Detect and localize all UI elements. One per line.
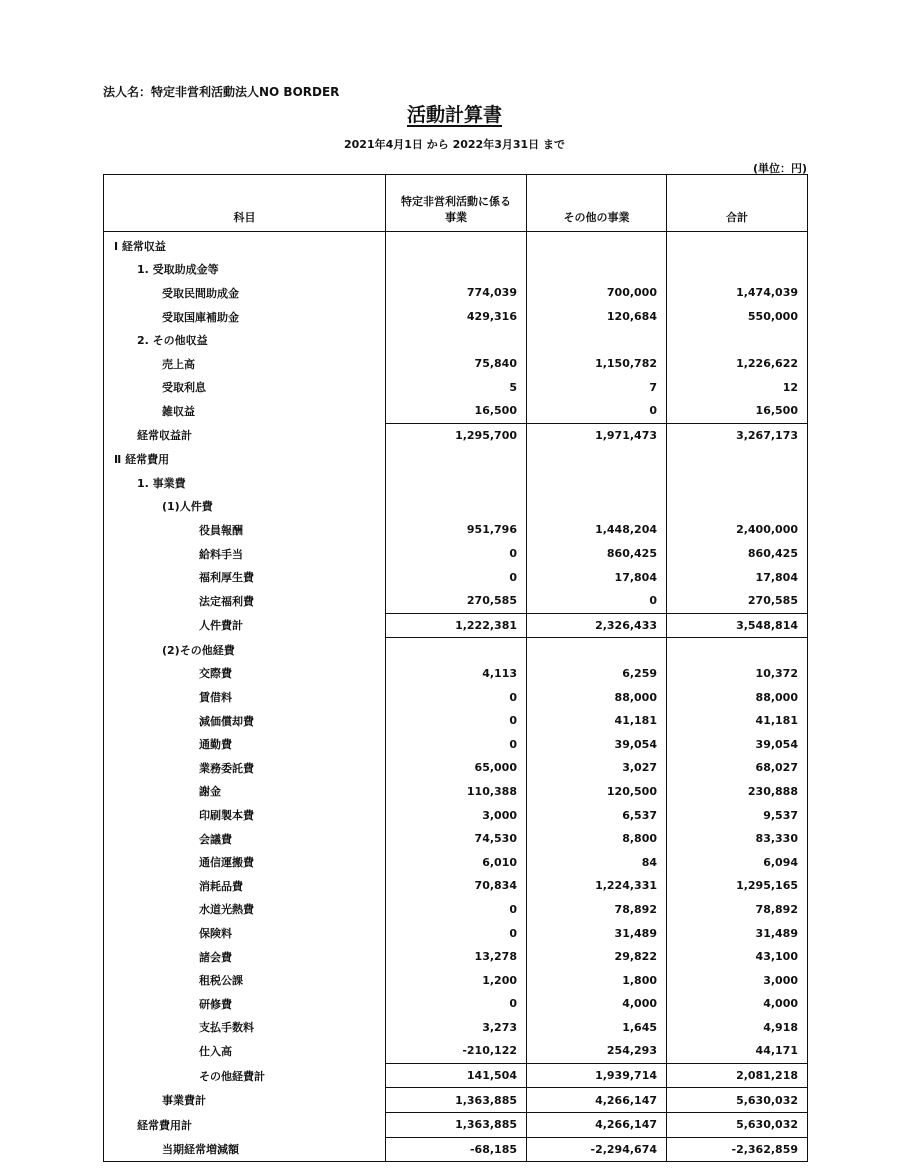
cell-other-business <box>527 495 667 519</box>
cell-total: 41,181 <box>667 709 808 733</box>
table-row <box>104 827 808 851</box>
cell-total: 1,226,622 <box>667 352 808 376</box>
row-label: 1. 事業費 <box>104 471 386 495</box>
row-label: 租税公課 <box>104 968 386 992</box>
table-row <box>104 1088 808 1113</box>
table-row <box>104 305 808 329</box>
cell-main-business: 110,388 <box>386 780 527 804</box>
header-other-business: その他の事業 <box>527 175 667 232</box>
table-row <box>104 352 808 376</box>
header-total: 合計 <box>667 175 808 232</box>
cell-main-business: 141,504 <box>386 1063 527 1088</box>
table-row <box>104 709 808 733</box>
cell-total: 3,000 <box>667 968 808 992</box>
cell-other-business: 0 <box>527 589 667 613</box>
document-title: 活動計算書 <box>406 104 502 126</box>
cell-main-business: 1,363,885 <box>386 1112 527 1137</box>
cell-main-business: 1,295,700 <box>386 423 527 447</box>
table-row <box>104 589 808 613</box>
table-row <box>104 518 808 542</box>
row-label: 役員報酬 <box>104 518 386 542</box>
cell-other-business: 4,000 <box>527 992 667 1016</box>
table-row <box>104 1137 808 1162</box>
table-header-row <box>104 175 808 232</box>
cell-main-business: 3,273 <box>386 1016 527 1040</box>
row-label: 研修費 <box>104 992 386 1016</box>
row-label: 事業費計 <box>104 1088 386 1113</box>
header-main-business <box>386 175 527 232</box>
cell-other-business: 31,489 <box>527 921 667 945</box>
cell-total: 10,372 <box>667 662 808 686</box>
table-row <box>104 376 808 400</box>
table-row <box>104 1039 808 1063</box>
cell-main-business <box>386 232 527 258</box>
row-label: (1)人件費 <box>104 495 386 519</box>
cell-total: 230,888 <box>667 780 808 804</box>
cell-total <box>667 471 808 495</box>
cell-other-business: -2,294,674 <box>527 1137 667 1162</box>
cell-other-business: 29,822 <box>527 945 667 969</box>
table-row <box>104 1063 808 1088</box>
cell-other-business <box>527 638 667 662</box>
fiscal-period: 2021年4月1日 から 2022年3月31日 まで <box>344 138 565 151</box>
cell-total: 78,892 <box>667 898 808 922</box>
cell-main-business: 0 <box>386 565 527 589</box>
cell-other-business: 84 <box>527 850 667 874</box>
cell-main-business: 13,278 <box>386 945 527 969</box>
cell-total: 4,918 <box>667 1016 808 1040</box>
cell-other-business: 120,500 <box>527 780 667 804</box>
cell-main-business: 0 <box>386 921 527 945</box>
table-row <box>104 423 808 447</box>
row-label: 支払手数料 <box>104 1016 386 1040</box>
cell-other-business <box>527 328 667 352</box>
table-row <box>104 1112 808 1137</box>
row-label: 受取国庫補助金 <box>104 305 386 329</box>
cell-main-business <box>386 495 527 519</box>
cell-total <box>667 495 808 519</box>
document-title-wrapper <box>0 100 909 127</box>
cell-other-business: 2,326,433 <box>527 613 667 638</box>
cell-other-business: 700,000 <box>527 281 667 305</box>
cell-other-business: 88,000 <box>527 685 667 709</box>
cell-main-business: 74,530 <box>386 827 527 851</box>
cell-other-business: 6,259 <box>527 662 667 686</box>
cell-main-business: 951,796 <box>386 518 527 542</box>
cell-total: 16,500 <box>667 399 808 423</box>
cell-main-business: 75,840 <box>386 352 527 376</box>
row-label: 消耗品費 <box>104 874 386 898</box>
table-row <box>104 968 808 992</box>
row-label: 謝金 <box>104 780 386 804</box>
row-label: 法定福利費 <box>104 589 386 613</box>
cell-total: 44,171 <box>667 1039 808 1063</box>
cell-main-business: 1,222,381 <box>386 613 527 638</box>
cell-other-business: 39,054 <box>527 732 667 756</box>
cell-total: -2,362,859 <box>667 1137 808 1162</box>
row-label: 受取利息 <box>104 376 386 400</box>
table-row <box>104 638 808 662</box>
row-label: 減価償却費 <box>104 709 386 733</box>
table-row <box>104 281 808 305</box>
table-row <box>104 662 808 686</box>
header-subject: 科目 <box>104 175 386 232</box>
cell-other-business: 120,684 <box>527 305 667 329</box>
table-row <box>104 732 808 756</box>
cell-other-business <box>527 447 667 471</box>
cell-other-business: 78,892 <box>527 898 667 922</box>
cell-total: 1,295,165 <box>667 874 808 898</box>
cell-total: 6,094 <box>667 850 808 874</box>
table-row <box>104 399 808 423</box>
cell-other-business: 1,971,473 <box>527 423 667 447</box>
cell-total: 43,100 <box>667 945 808 969</box>
cell-total: 5,630,032 <box>667 1112 808 1137</box>
cell-total: 3,267,173 <box>667 423 808 447</box>
cell-other-business: 17,804 <box>527 565 667 589</box>
row-label: Ⅰ 経常収益 <box>104 232 386 258</box>
cell-main-business: -68,185 <box>386 1137 527 1162</box>
table-row <box>104 232 808 258</box>
row-label: 当期経常増減額 <box>104 1137 386 1162</box>
cell-other-business: 6,537 <box>527 803 667 827</box>
table-row <box>104 756 808 780</box>
table-row <box>104 447 808 471</box>
cell-other-business <box>527 471 667 495</box>
row-label: 売上高 <box>104 352 386 376</box>
cell-total: 39,054 <box>667 732 808 756</box>
cell-other-business: 1,448,204 <box>527 518 667 542</box>
cell-other-business: 860,425 <box>527 542 667 566</box>
cell-main-business <box>386 638 527 662</box>
cell-main-business: 70,834 <box>386 874 527 898</box>
cell-total: 270,585 <box>667 589 808 613</box>
table-row <box>104 613 808 638</box>
cell-total: 68,027 <box>667 756 808 780</box>
cell-main-business: 4,113 <box>386 662 527 686</box>
cell-total <box>667 447 808 471</box>
cell-main-business: 270,585 <box>386 589 527 613</box>
row-label: 人件費計 <box>104 613 386 638</box>
cell-total: 4,000 <box>667 992 808 1016</box>
table-row <box>104 685 808 709</box>
cell-total: 3,548,814 <box>667 613 808 638</box>
cell-total: 550,000 <box>667 305 808 329</box>
cell-other-business: 7 <box>527 376 667 400</box>
cell-total: 88,000 <box>667 685 808 709</box>
cell-main-business: 16,500 <box>386 399 527 423</box>
cell-main-business: 6,010 <box>386 850 527 874</box>
table-row <box>104 471 808 495</box>
cell-main-business: 0 <box>386 709 527 733</box>
row-label: 給料手当 <box>104 542 386 566</box>
cell-main-business: 429,316 <box>386 305 527 329</box>
cell-other-business: 1,939,714 <box>527 1063 667 1088</box>
cell-main-business: 0 <box>386 542 527 566</box>
cell-other-business: 41,181 <box>527 709 667 733</box>
row-label: 会議費 <box>104 827 386 851</box>
cell-total: 2,081,218 <box>667 1063 808 1088</box>
row-label: 業務委託費 <box>104 756 386 780</box>
table-row <box>104 921 808 945</box>
cell-total: 5,630,032 <box>667 1088 808 1113</box>
table-row <box>104 1016 808 1040</box>
header-main-line1: 特定非営利活動に係る <box>401 195 511 208</box>
row-label: 受取民間助成金 <box>104 281 386 305</box>
row-label: 経常費用計 <box>104 1112 386 1137</box>
cell-other-business: 0 <box>527 399 667 423</box>
cell-total <box>667 232 808 258</box>
cell-other-business: 254,293 <box>527 1039 667 1063</box>
row-label: 福利厚生費 <box>104 565 386 589</box>
row-label: 印刷製本費 <box>104 803 386 827</box>
cell-other-business <box>527 258 667 282</box>
cell-main-business: 1,200 <box>386 968 527 992</box>
row-label: 雑収益 <box>104 399 386 423</box>
cell-total: 83,330 <box>667 827 808 851</box>
row-label: 賃借料 <box>104 685 386 709</box>
cell-main-business: 5 <box>386 376 527 400</box>
cell-main-business <box>386 328 527 352</box>
row-label: 2. その他収益 <box>104 328 386 352</box>
row-label: (2)その他経費 <box>104 638 386 662</box>
currency-unit: (単位：円) <box>752 162 807 175</box>
cell-other-business <box>527 232 667 258</box>
row-label: その他経費計 <box>104 1063 386 1088</box>
cell-main-business: 0 <box>386 732 527 756</box>
row-label: 保険料 <box>104 921 386 945</box>
cell-main-business: -210,122 <box>386 1039 527 1063</box>
cell-main-business <box>386 447 527 471</box>
cell-total: 12 <box>667 376 808 400</box>
table-row <box>104 803 808 827</box>
row-label: 1. 受取助成金等 <box>104 258 386 282</box>
cell-main-business <box>386 471 527 495</box>
cell-total <box>667 638 808 662</box>
activity-statement-table <box>103 174 808 1162</box>
row-label: Ⅱ 経常費用 <box>104 447 386 471</box>
cell-main-business: 1,363,885 <box>386 1088 527 1113</box>
cell-main-business: 3,000 <box>386 803 527 827</box>
cell-total: 860,425 <box>667 542 808 566</box>
cell-other-business: 3,027 <box>527 756 667 780</box>
corporation-name: 法人名：特定非営利活動法人NO BORDER <box>103 85 340 99</box>
cell-main-business: 0 <box>386 685 527 709</box>
cell-other-business: 4,266,147 <box>527 1112 667 1137</box>
cell-total: 9,537 <box>667 803 808 827</box>
table-row <box>104 898 808 922</box>
table-row <box>104 850 808 874</box>
cell-total <box>667 328 808 352</box>
table-row <box>104 565 808 589</box>
cell-main-business: 65,000 <box>386 756 527 780</box>
table-row <box>104 542 808 566</box>
cell-other-business: 8,800 <box>527 827 667 851</box>
cell-main-business: 0 <box>386 898 527 922</box>
cell-other-business: 1,150,782 <box>527 352 667 376</box>
table-row <box>104 992 808 1016</box>
row-label: 交際費 <box>104 662 386 686</box>
row-label: 経常収益計 <box>104 423 386 447</box>
cell-other-business: 1,224,331 <box>527 874 667 898</box>
row-label: 諸会費 <box>104 945 386 969</box>
cell-total: 17,804 <box>667 565 808 589</box>
table-row <box>104 874 808 898</box>
row-label: 通信運搬費 <box>104 850 386 874</box>
table-row <box>104 780 808 804</box>
table-body <box>104 232 808 1162</box>
row-label: 水道光熱費 <box>104 898 386 922</box>
cell-total: 2,400,000 <box>667 518 808 542</box>
cell-main-business <box>386 258 527 282</box>
cell-total <box>667 258 808 282</box>
header-main-line2: 事業 <box>445 211 467 224</box>
cell-main-business: 0 <box>386 992 527 1016</box>
cell-other-business: 4,266,147 <box>527 1088 667 1113</box>
cell-main-business: 774,039 <box>386 281 527 305</box>
table-row <box>104 495 808 519</box>
table-row <box>104 945 808 969</box>
cell-total: 1,474,039 <box>667 281 808 305</box>
row-label: 通勤費 <box>104 732 386 756</box>
cell-other-business: 1,800 <box>527 968 667 992</box>
cell-total: 31,489 <box>667 921 808 945</box>
table-row <box>104 328 808 352</box>
row-label: 仕入高 <box>104 1039 386 1063</box>
cell-other-business: 1,645 <box>527 1016 667 1040</box>
table-row <box>104 258 808 282</box>
